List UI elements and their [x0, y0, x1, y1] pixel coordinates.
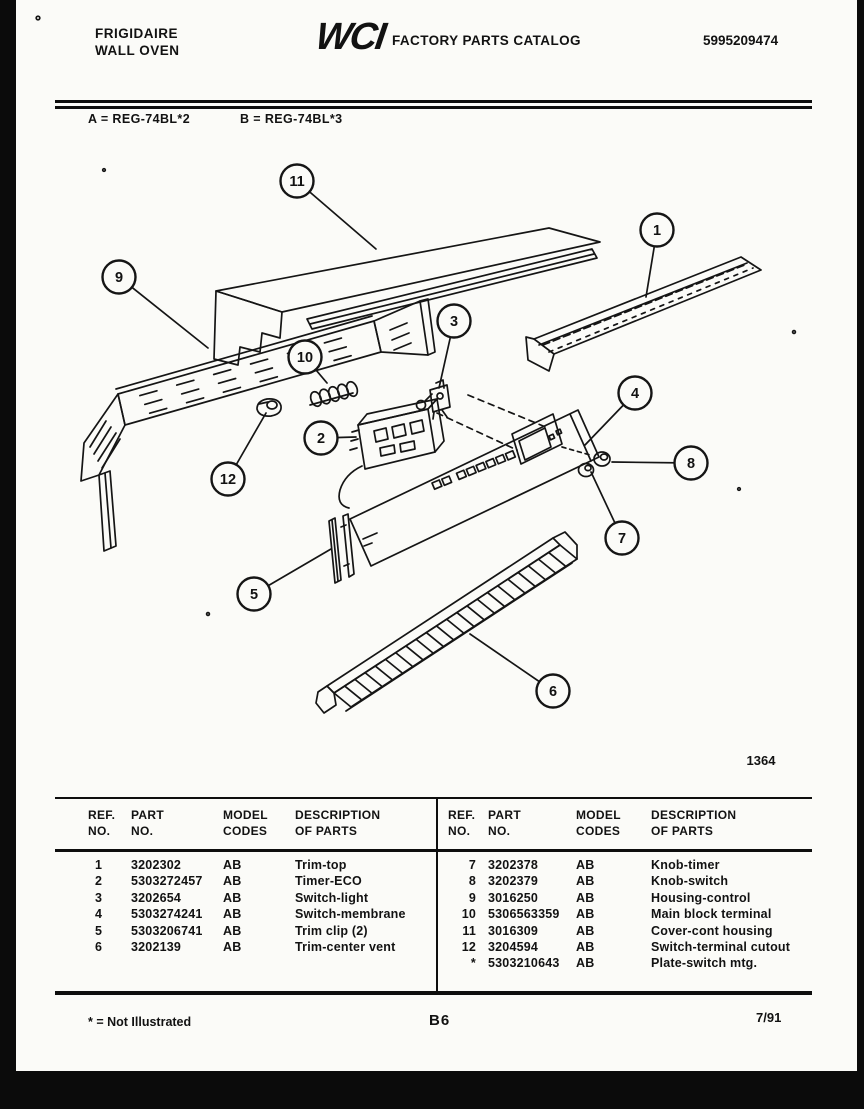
col-part: PART — [488, 808, 521, 822]
publication-number: 5995209474 — [703, 33, 779, 48]
parts-row-ref: 6 — [95, 939, 103, 954]
membrane-button — [466, 466, 476, 475]
table-rows-right — [438, 858, 812, 973]
col-desc: DESCRIPTION — [651, 808, 737, 822]
hatch-line — [488, 593, 504, 606]
parts-row-codes: AB — [223, 907, 242, 922]
brand-line-1: FRIGIDAIRE — [95, 26, 179, 41]
parts-row-codes: AB — [576, 956, 595, 971]
parts-row-desc: Switch-light — [295, 890, 369, 905]
hatch-line — [251, 359, 268, 364]
callout-number-7: 7 — [617, 531, 627, 548]
membrane-button — [496, 455, 506, 464]
hatch-line — [150, 408, 167, 413]
parts-row-part: 5303272457 — [131, 874, 203, 889]
hatch-line — [396, 653, 412, 666]
parts-table-right — [438, 799, 812, 991]
model-b-label: B = REG-74BL*3 — [240, 112, 343, 126]
parts-row-desc: Main block terminal — [651, 907, 772, 922]
hatch-line — [478, 600, 494, 613]
membrane-button — [457, 470, 467, 479]
model-a-label: A = REG-74BL*2 — [88, 112, 191, 126]
hatch-line — [406, 646, 422, 659]
not-illustrated-legend: * = Not Illustrated — [88, 1015, 192, 1029]
parts-row-ref: 9 — [468, 890, 476, 905]
callout-number-3: 3 — [449, 314, 459, 331]
hatch-line — [214, 370, 231, 375]
hatch-line — [219, 379, 236, 384]
parts-row-part: 5303210643 — [488, 956, 560, 971]
callout-number-5: 5 — [249, 587, 259, 604]
hatch-line — [255, 368, 272, 373]
parts-row-desc: Switch-membrane — [295, 907, 406, 922]
scan-edge-left — [0, 0, 16, 1109]
table-header-left: REF. NO. PART NO. MODEL CODES DESCRIPTION OF PARTS — [55, 807, 436, 839]
callout-number-12: 12 — [219, 472, 237, 489]
hatch-line — [508, 580, 524, 593]
part-7-knob-timer — [579, 464, 594, 477]
hatch-line — [140, 391, 157, 396]
part-1-trim-top — [526, 257, 761, 371]
parts-row-ref: 8 — [468, 874, 476, 889]
parts-row-codes: AB — [576, 890, 595, 905]
callout-number-11: 11 — [289, 174, 305, 191]
parts-row-codes: AB — [223, 939, 242, 954]
table-header-rule — [55, 849, 436, 852]
table-header-rule — [438, 849, 812, 852]
parts-row-ref: 12 — [461, 939, 476, 954]
parts-row-ref: 3 — [95, 890, 103, 905]
part-10-main-block-terminal — [309, 380, 360, 408]
part-4-switch-membrane — [350, 395, 599, 566]
parts-row-desc: Cover-cont housing — [651, 923, 773, 938]
hatch-line — [447, 620, 463, 633]
parts-row-part: 3202379 — [488, 874, 539, 889]
hatch-line — [334, 356, 351, 361]
hatch-line — [177, 380, 194, 385]
parts-row-desc: Knob-timer — [651, 858, 720, 872]
part-9-housing-control — [81, 299, 435, 551]
hatch-line — [223, 387, 240, 392]
hatch-line — [457, 613, 473, 626]
parts-row-desc: Switch-terminal cutout — [651, 939, 791, 954]
col-ref: REF. — [88, 808, 116, 822]
catalog-title: FACTORY PARTS CATALOG — [392, 33, 581, 48]
col-desc: DESCRIPTION — [295, 808, 381, 822]
parts-row-part: 5306563359 — [488, 907, 560, 922]
hatch-line — [437, 626, 453, 639]
parts-row-part: 3204594 — [488, 939, 539, 954]
hatch-line — [529, 566, 545, 579]
hatch-line — [187, 398, 204, 403]
parts-row-ref: 10 — [461, 907, 476, 922]
callout-number-2: 2 — [316, 431, 326, 448]
parts-row-codes: AB — [576, 939, 595, 954]
hatch-line — [376, 666, 392, 679]
brand-line-2: WALL OVEN — [95, 43, 180, 58]
parts-row-codes: AB — [223, 923, 242, 938]
figure-number: 1364 — [746, 753, 776, 768]
parts-row-ref: 11 — [462, 923, 476, 938]
membrane-button — [442, 476, 452, 485]
hatch-line — [539, 560, 555, 573]
parts-row-ref: * — [470, 956, 476, 971]
parts-row-part: 3202139 — [131, 939, 182, 954]
parts-row-ref: 2 — [95, 874, 103, 889]
hatch-line — [519, 573, 535, 586]
parts-row-part: 5303206741 — [131, 923, 203, 938]
hatch-line — [427, 633, 443, 646]
hatch-line — [416, 640, 432, 653]
col-model: MODEL — [223, 808, 268, 822]
parts-row-codes: AB — [576, 874, 595, 889]
callout-number-4: 4 — [630, 386, 640, 403]
scan-specks — [36, 16, 795, 615]
parts-row-ref: 5 — [95, 923, 103, 938]
membrane-button — [476, 462, 486, 471]
parts-row-ref: 4 — [95, 907, 103, 922]
membrane-button — [486, 459, 496, 468]
membrane-button — [432, 480, 442, 489]
hatch-line — [145, 400, 162, 405]
parts-table-left — [55, 799, 436, 991]
col-model: MODEL — [576, 808, 621, 822]
parts-row-codes: AB — [223, 874, 242, 889]
hatch-line — [386, 660, 402, 673]
parts-row-codes: AB — [576, 907, 595, 922]
parts-row-desc: Knob-switch — [651, 874, 729, 889]
parts-row-ref: 7 — [468, 858, 476, 872]
parts-table — [55, 797, 812, 995]
parts-row-desc: Timer-ECO — [295, 874, 362, 889]
scan-edge-right — [857, 0, 864, 1109]
parts-row-part: 5303274241 — [131, 907, 203, 922]
hatch-line — [329, 347, 346, 352]
table-header-right: REF. NO. PART NO. MODEL CODES DESCRIPTION OF PARTS — [438, 807, 812, 839]
part-2-timer-eco — [339, 394, 444, 508]
parts-row-part: 3016309 — [488, 923, 539, 938]
hatch-line — [355, 680, 371, 693]
hatch-line — [182, 389, 199, 394]
callout-number-6: 6 — [548, 684, 558, 701]
table-rows-left — [55, 858, 436, 956]
hatch-line — [345, 686, 361, 699]
parts-row-codes: AB — [223, 858, 242, 872]
callout-number-9: 9 — [114, 270, 124, 287]
callout-number-8: 8 — [686, 456, 696, 473]
hatch-line — [549, 553, 565, 566]
parts-row-desc: Trim clip (2) — [295, 923, 368, 938]
parts-row-desc: Trim-center vent — [295, 939, 396, 954]
parts-row-ref: 1 — [95, 858, 103, 872]
parts-row-desc: Trim-top — [295, 858, 347, 872]
wci-logo: WCI — [313, 16, 387, 58]
parts-row-codes: AB — [576, 858, 595, 872]
parts-row-desc: Plate-switch mtg. — [651, 956, 758, 971]
parts-row-part: 3202378 — [488, 858, 539, 872]
hatch-line — [498, 586, 514, 599]
parts-row-part: 3202302 — [131, 858, 182, 872]
parts-row-part: 3016250 — [488, 890, 539, 905]
scan-edge-bottom — [0, 1071, 864, 1109]
page-code: B6 — [429, 1012, 451, 1029]
hatch-line — [365, 673, 381, 686]
hatch-line — [260, 377, 277, 382]
callout-number-1: 1 — [652, 223, 662, 240]
col-ref: REF. — [448, 808, 476, 822]
callout-number-10: 10 — [296, 350, 314, 367]
col-part: PART — [131, 808, 164, 822]
date-code: 7/91 — [756, 1010, 782, 1025]
hatch-line — [324, 338, 341, 343]
parts-row-codes: AB — [576, 923, 595, 938]
part-12-switch-terminal-cutout — [257, 399, 281, 416]
parts-row-codes: AB — [223, 890, 242, 905]
membrane-button — [506, 451, 516, 460]
parts-row-desc: Housing-control — [651, 890, 751, 905]
parts-row-part: 3202654 — [131, 890, 182, 905]
hatch-line — [467, 606, 483, 619]
part-5-trim-clip — [329, 514, 354, 583]
